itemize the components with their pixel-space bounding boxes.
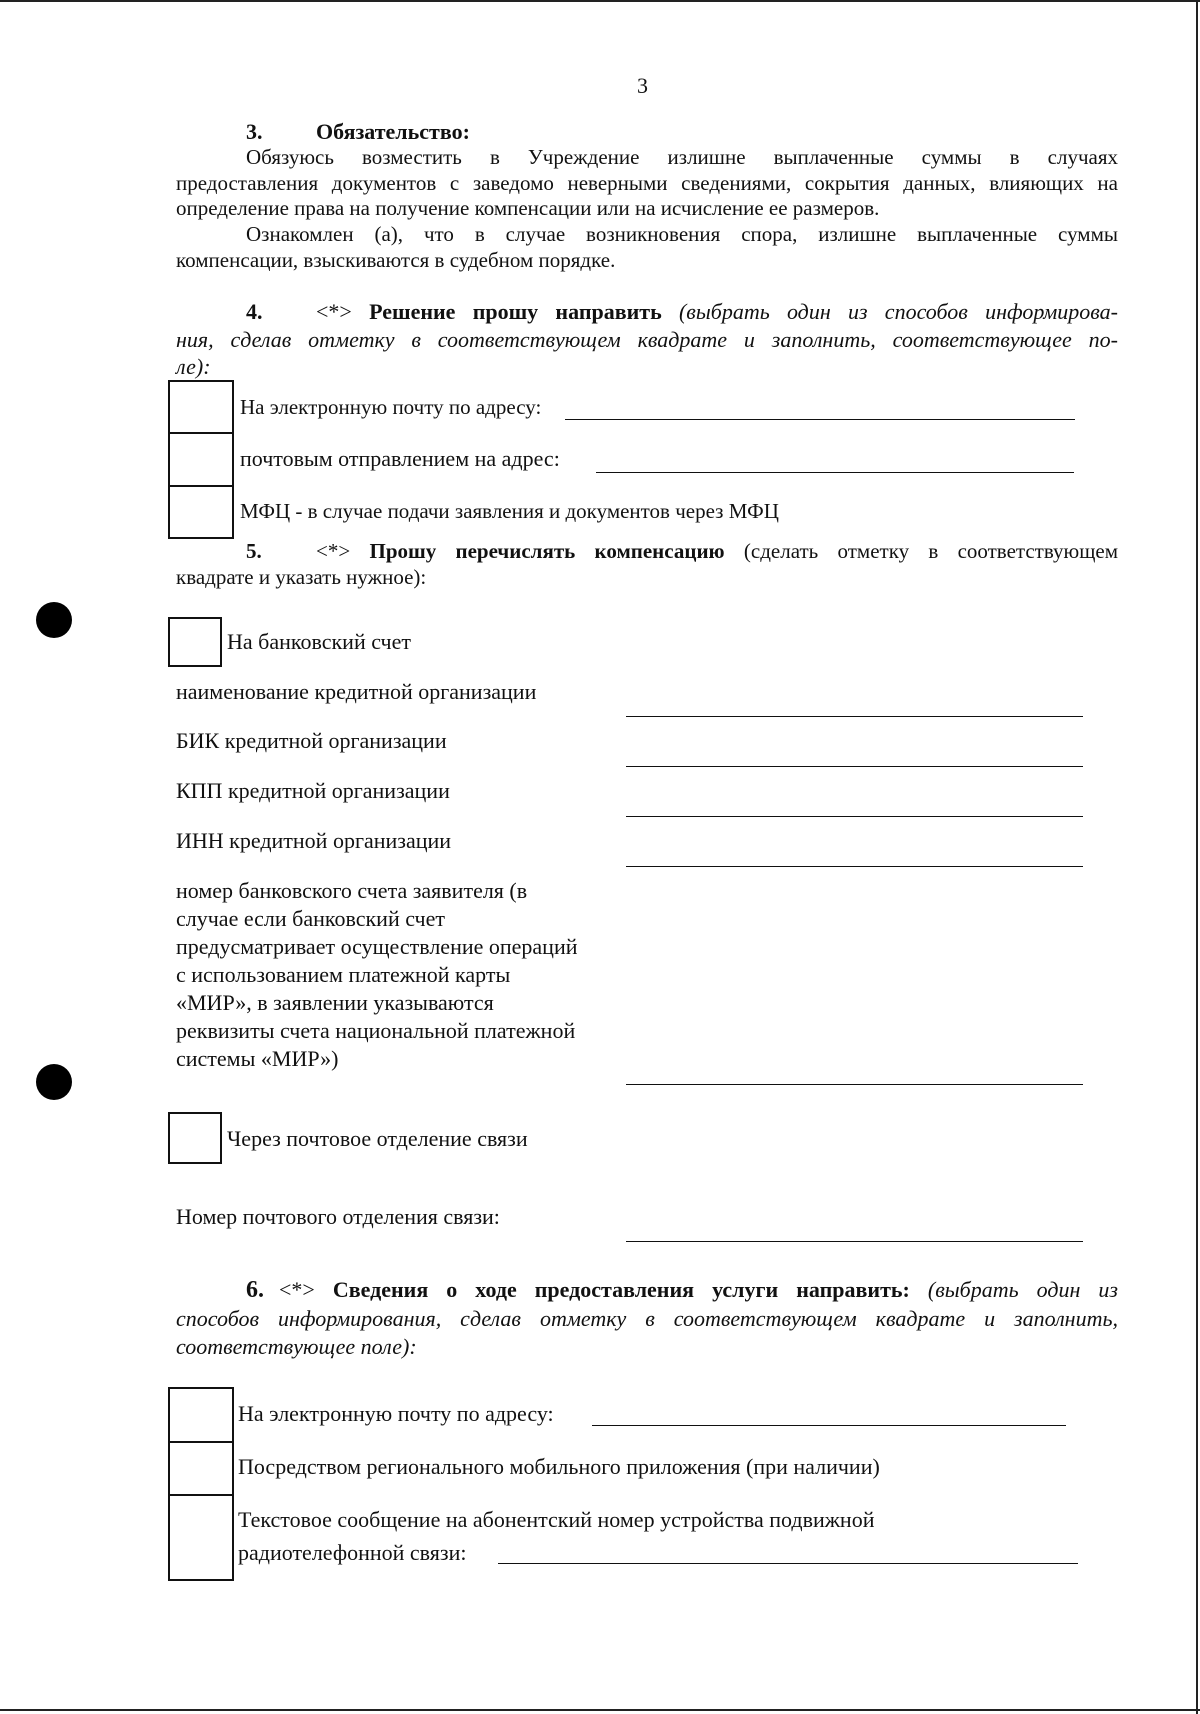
section-6-app-checkbox[interactable] xyxy=(168,1441,234,1496)
section-6-sms-label-line2: радиотелефонной связи: xyxy=(238,1540,467,1565)
section-5-inn-label: ИНН кредитной организации xyxy=(176,828,452,853)
section-6-title: Сведения о ходе предоставления услуги направить: xyxy=(332,1277,910,1302)
section-6-heading xyxy=(246,1276,1118,1304)
section-6-marker: <*> xyxy=(279,1277,315,1302)
section-5-account-line7: системы «МИР») xyxy=(176,1046,339,1071)
section-3-title: Обязательство: xyxy=(316,119,470,144)
section-3-number: 3. xyxy=(246,119,263,144)
punch-hole-bottom xyxy=(36,1064,72,1100)
section-5-account-line3: предусматривает осуществление операций xyxy=(176,934,578,959)
section-3-p1-line2: предоставления документов с заведомо неверными сведениями, сокрытия данных, влияющих на xyxy=(176,171,1118,195)
section-5-bik-field[interactable] xyxy=(626,766,1083,767)
section-3-p2-line1: Ознакомлен (а), что в случае возникновения спора, излишне выплаченные суммы xyxy=(246,222,1118,246)
scan-right-edge xyxy=(1196,0,1198,1714)
section-3-p2-line2: компенсации, взыскиваются в судебном порядке. xyxy=(176,248,616,272)
section-5-title: Прошу перечислять компенсацию xyxy=(369,539,725,563)
page-number: 3 xyxy=(637,73,648,98)
section-4-email-field[interactable] xyxy=(565,419,1075,420)
section-5-account-line6: реквизиты счета национальной платежной xyxy=(176,1018,576,1043)
section-4-mfc-label: МФЦ - в случае подачи заявления и документов через МФЦ xyxy=(240,499,779,523)
section-4-post-label: почтовым отправлением на адрес: xyxy=(240,446,560,471)
section-5-post-number-label: Номер почтового отделения связи: xyxy=(176,1204,500,1229)
section-5-account-line5: «МИР», в заявлении указываются xyxy=(176,990,494,1015)
section-3-heading xyxy=(246,118,470,145)
scan-top-edge xyxy=(0,0,1200,2)
section-4-heading xyxy=(246,298,1118,326)
section-6-email-checkbox[interactable] xyxy=(168,1387,234,1443)
section-6-sms-field[interactable] xyxy=(498,1563,1078,1564)
section-4-post-field[interactable] xyxy=(596,472,1074,473)
section-4-number: 4. xyxy=(246,299,263,324)
section-5-bank-label: На банковский счет xyxy=(227,629,411,654)
section-5-kpp-field[interactable] xyxy=(626,816,1083,817)
section-5-bank-checkbox[interactable] xyxy=(168,617,222,667)
section-5-heading xyxy=(246,538,1118,565)
section-6-email-label: На электронную почту по адресу: xyxy=(238,1401,554,1426)
section-5-note-line2: квадрате и указать нужное): xyxy=(176,565,427,589)
section-4-title: Решение прошу направить xyxy=(369,299,662,324)
section-5-number: 5. xyxy=(246,539,262,563)
section-4-post-checkbox[interactable] xyxy=(168,432,234,487)
section-6-number: 6. xyxy=(246,1277,264,1303)
section-3-p1-line3: определение права на получение компенсации или на исчисление ее размеров. xyxy=(176,196,880,220)
section-5-post-number-field[interactable] xyxy=(626,1241,1083,1242)
section-5-account-field[interactable] xyxy=(626,1084,1083,1085)
section-6-email-field[interactable] xyxy=(592,1425,1066,1426)
scan-bottom-edge xyxy=(0,1709,1200,1711)
punch-hole-top xyxy=(36,602,72,638)
section-5-post-office-label: Через почтовое отделение связи xyxy=(227,1126,528,1151)
section-5-kpp-label: КПП кредитной организации xyxy=(176,778,450,803)
section-4-note-line2: ния, сделав отметку в соответствующем квадрате и заполнить, соответствующее по- xyxy=(176,327,1118,352)
section-5-post-office-checkbox[interactable] xyxy=(168,1112,222,1164)
section-6-note-line3: соответствующее поле): xyxy=(176,1334,417,1359)
section-4-mfc-checkbox[interactable] xyxy=(168,485,234,539)
section-5-account-line4: с использованием платежной карты xyxy=(176,962,511,987)
section-5-account-line2: случае если банковский счет xyxy=(176,906,445,931)
section-4-email-label: На электронную почту по адресу: xyxy=(240,395,542,419)
section-5-bik-label: БИК кредитной организации xyxy=(176,728,447,753)
section-6-sms-label-line1: Текстовое сообщение на абонентский номер устройства подвижной xyxy=(238,1507,875,1532)
section-4-note-line1: (выбрать один из способов информирова- xyxy=(678,299,1118,324)
section-4-marker: <*> xyxy=(316,299,352,324)
section-5-account-label xyxy=(176,877,578,1073)
section-6-sms-checkbox[interactable] xyxy=(168,1494,234,1581)
section-5-note-line1: (сделать отметку в соответствующем xyxy=(743,539,1119,563)
section-5-inn-field[interactable] xyxy=(626,866,1083,867)
section-5-account-line1: номер банковского счета заявителя (в xyxy=(176,878,528,903)
section-5-bank-name-label: наименование кредитной организации xyxy=(176,679,537,704)
section-6-note-line1: (выбрать один из xyxy=(927,1277,1119,1302)
section-4-note-line3: ле): xyxy=(176,354,211,379)
section-3-p1-line1: Обязуюсь возместить в Учреждение излишне выплаченные суммы в случаях xyxy=(246,145,1118,169)
section-6-note-line2: способов информирования, сделав отметку в соответствующем квадрате и заполнить, xyxy=(176,1306,1118,1331)
section-5-marker: <*> xyxy=(316,539,351,563)
section-5-bank-name-field[interactable] xyxy=(626,716,1083,717)
section-6-app-label: Посредством регионального мобильного приложения (при наличии) xyxy=(238,1454,880,1479)
section-4-email-checkbox[interactable] xyxy=(168,380,234,434)
